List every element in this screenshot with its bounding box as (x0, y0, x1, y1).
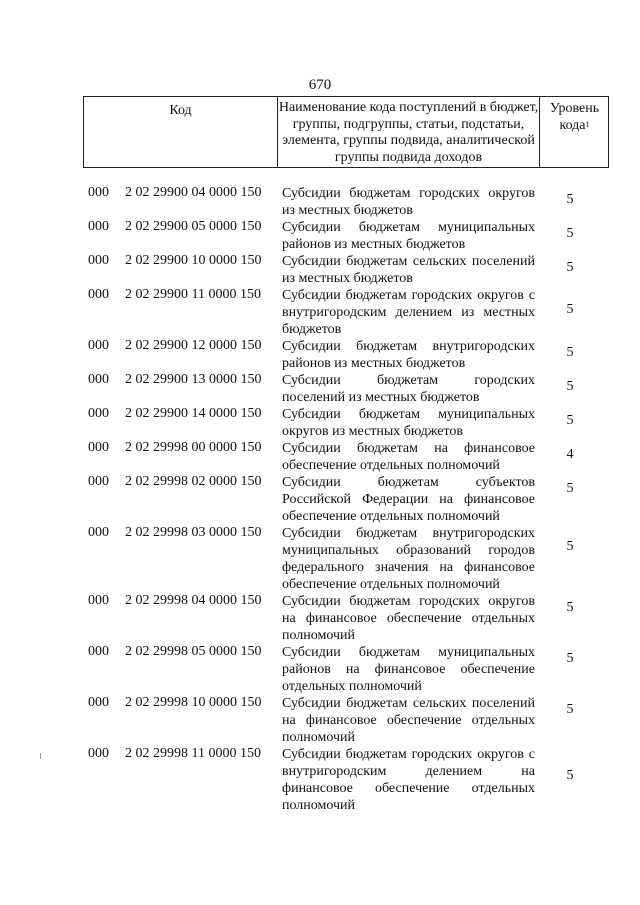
row-code: 2 02 29998 05 0000 150 (125, 644, 262, 659)
row-code: 2 02 29900 10 0000 150 (125, 253, 262, 268)
header-level-cell (541, 97, 608, 167)
row-name: Субсидии бюджетам субъектов Российской Федерации на финансовое обеспечение отдельных полномочий (282, 475, 535, 524)
row-prefix: 000 (88, 406, 109, 421)
row-prefix: 000 (88, 253, 109, 268)
row-level: 5 (566, 702, 574, 717)
row-name: Субсидии бюджетам городских округов на финансовое обеспечение отдельных полномочий (282, 594, 535, 643)
row-level: 5 (566, 651, 574, 666)
table-row (0, 474, 640, 525)
row-code: 2 02 29998 11 0000 150 (125, 746, 261, 761)
row-code: 2 02 29900 04 0000 150 (125, 185, 262, 200)
row-name: Субсидии бюджетам внутригородских районов из местных бюджетов (282, 339, 535, 371)
table-row (0, 253, 640, 287)
row-prefix: 000 (88, 695, 109, 710)
header-code-label: Код (169, 103, 192, 118)
row-name: Субсидии бюджетам городских округов с внутригородским делением из местных бюджетов (282, 288, 535, 337)
row-code: 2 02 29900 05 0000 150 (125, 219, 262, 234)
row-level: 5 (566, 226, 574, 241)
footnote-marker: 1 (585, 120, 590, 129)
row-name: Субсидии бюджетам сельских поселений из местных бюджетов (282, 254, 535, 286)
table-row (0, 287, 640, 338)
table-row (0, 644, 640, 695)
row-level: 5 (566, 539, 574, 554)
row-level: 4 (566, 447, 574, 462)
row-code: 2 02 29900 14 0000 150 (125, 406, 262, 421)
row-level: 5 (566, 768, 574, 783)
row-level: 5 (566, 379, 574, 394)
table-header (83, 96, 609, 168)
table-row (0, 406, 640, 440)
table-row (0, 746, 640, 814)
row-prefix: 000 (88, 746, 109, 761)
row-name: Субсидии бюджетам городских округов с внутригородским делением на финансовое обеспечение отдельных полномочий (282, 747, 535, 813)
row-name: Субсидии бюджетам муниципальных округов из местных бюджетов (282, 407, 535, 439)
row-prefix: 000 (88, 644, 109, 659)
page-number: 670 (308, 77, 332, 93)
table-row (0, 372, 640, 406)
row-name: Субсидии бюджетам внутригородских муниципальных образований городов федерального значения на финансовое обеспечение отдельных полномочий (282, 526, 535, 592)
row-name: Субсидии бюджетам муниципальных районов из местных бюджетов (282, 220, 535, 252)
table-row (0, 525, 640, 593)
row-prefix: 000 (88, 185, 109, 200)
row-prefix: 000 (88, 593, 109, 608)
row-prefix: 000 (88, 474, 109, 489)
row-code: 2 02 29998 04 0000 150 (125, 593, 262, 608)
row-prefix: 000 (88, 440, 109, 455)
row-prefix: 000 (88, 219, 109, 234)
table-row (0, 338, 640, 372)
row-level: 5 (566, 345, 574, 360)
row-prefix: 000 (88, 372, 109, 387)
table-row (0, 695, 640, 746)
row-level: 5 (566, 260, 574, 275)
row-code: 2 02 29998 03 0000 150 (125, 525, 262, 540)
row-name: Субсидии бюджетам городских округов из местных бюджетов (282, 186, 535, 218)
row-prefix: 000 (88, 525, 109, 540)
table-row (0, 440, 640, 474)
table-row (0, 593, 640, 644)
row-code: 2 02 29998 00 0000 150 (125, 440, 262, 455)
scan-artifact (40, 753, 41, 759)
row-name: Субсидии бюджетам городских поселений из местных бюджетов (282, 373, 535, 405)
row-code: 2 02 29900 13 0000 150 (125, 372, 262, 387)
row-code: 2 02 29998 02 0000 150 (125, 474, 262, 489)
row-code: 2 02 29998 10 0000 150 (125, 695, 262, 710)
row-prefix: 000 (88, 338, 109, 353)
table-body (0, 185, 640, 814)
row-level: 5 (566, 600, 574, 615)
row-level: 5 (566, 481, 574, 496)
row-name: Субсидии бюджетам сельских поселений на финансовое обеспечение отдельных полномочий (282, 696, 535, 745)
header-level-label: Уровень кода (549, 101, 600, 133)
table-row (0, 219, 640, 253)
row-name: Субсидии бюджетам на финансовое обеспечение отдельных полномочий (282, 441, 535, 473)
row-code: 2 02 29900 12 0000 150 (125, 338, 262, 353)
row-level: 5 (566, 302, 574, 317)
row-prefix: 000 (88, 287, 109, 302)
row-name: Субсидии бюджетам муниципальных районов на финансовое обеспечение отдельных полномочий (282, 645, 535, 694)
row-code: 2 02 29900 11 0000 150 (125, 287, 261, 302)
row-level: 5 (566, 413, 574, 428)
header-code-cell (84, 97, 278, 167)
header-name-cell: Наименование кода поступлений в бюджет, группы, подгруппы, статьи, подстатьи, элемента, группы подвида, аналитической группы подвида доходов (278, 97, 540, 167)
row-level: 5 (566, 192, 574, 207)
table-row (0, 185, 640, 219)
